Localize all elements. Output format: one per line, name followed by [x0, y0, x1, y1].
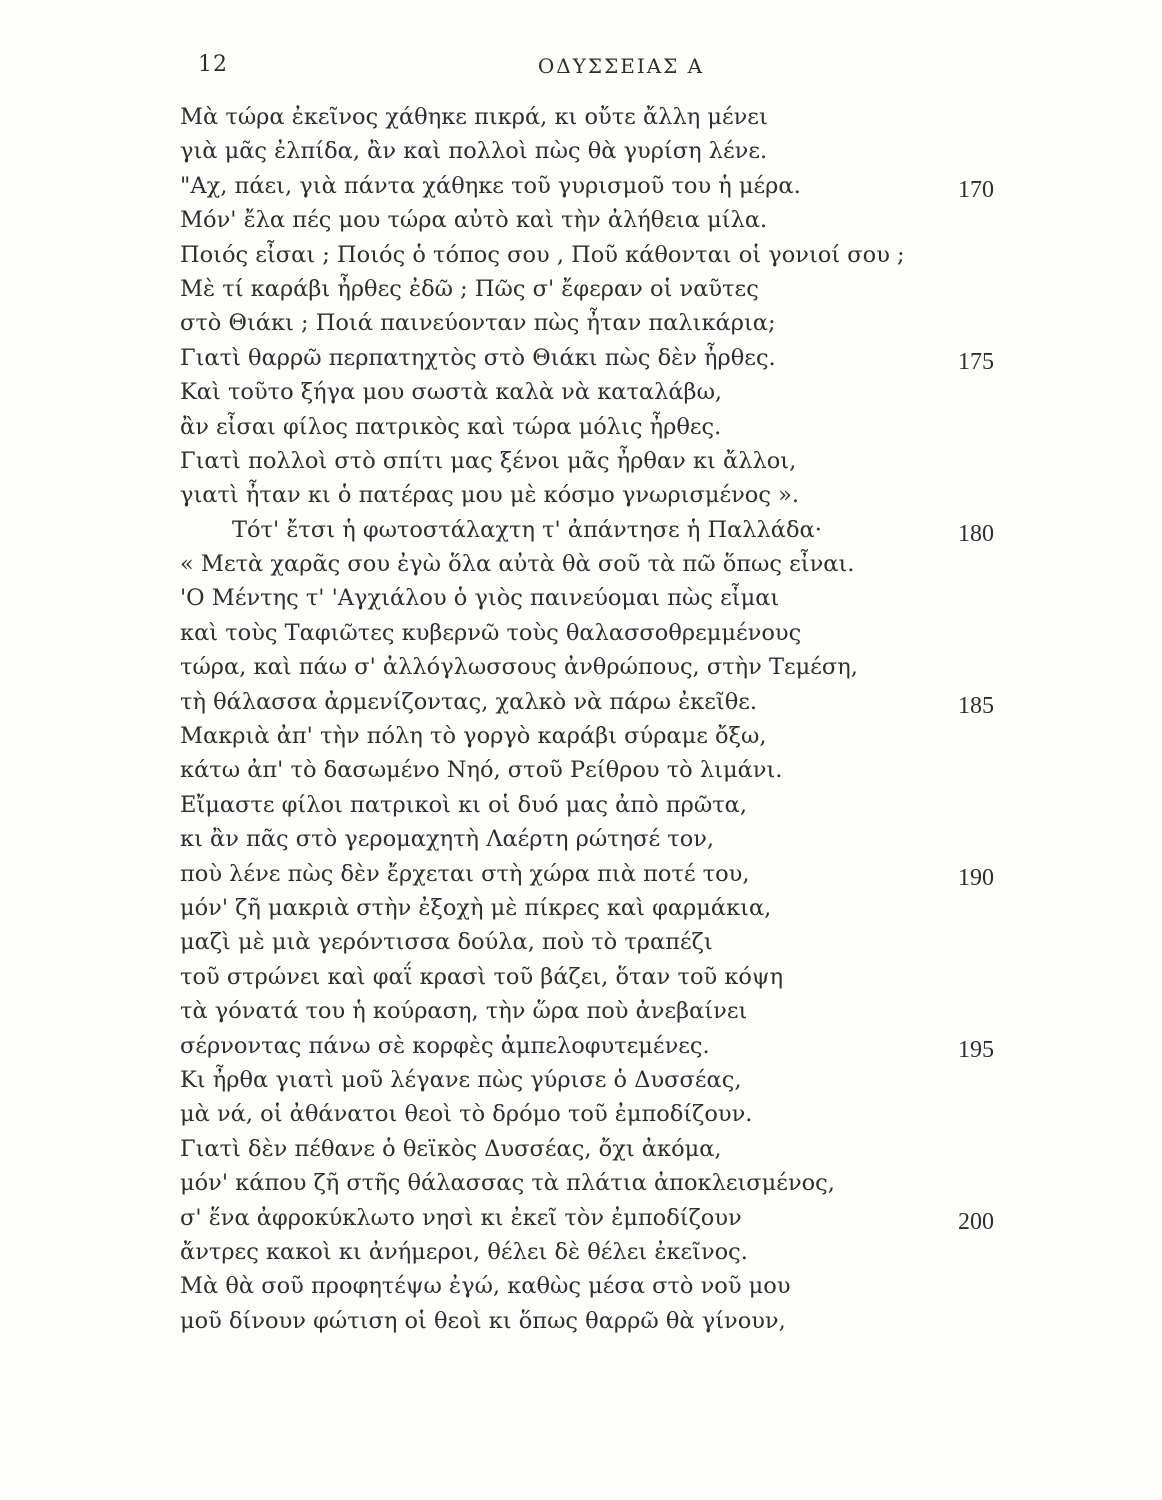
verse-line-text: Γιατὶ δὲν πέθανε ὁ θεϊκὸς Δυσσέας, ὄχι ἀκόμα, — [180, 1135, 722, 1162]
verse-line-text: « Μετὰ χαρᾶς σου ἐγὼ ὅλα αὐτὰ θὰ σοῦ τὰ πῶ ὅπως εἶναι. — [180, 551, 855, 578]
verse-line-text: τὴ θάλασσα ἀρμενίζοντας, χαλκὸ νὰ πάρω ἐκεῖθε. — [180, 688, 758, 715]
verse-line-text: καὶ τοὺς Ταφιῶτες κυβερνῶ τοὺς θαλασσοθρεμμένους — [180, 619, 802, 646]
verse-line — [180, 994, 1100, 1028]
verse-line-text: Ποιός εἶσαι ; Ποιός ὁ τόπος σου , Ποῦ κάθονται οἱ γονιοί σου ; — [180, 241, 905, 268]
verse-line — [180, 822, 1100, 856]
verse-line-text: τοῦ στρώνει καὶ φαΐ κρασὶ τοῦ βάζει, ὅταν τοῦ κόψη — [180, 963, 784, 990]
verse-line-text: μαζὶ μὲ μιὰ γερόντισσα δούλα, ποὺ τὸ τραπέζι — [180, 929, 713, 956]
verse-line-text: Κι ἦρθα γιατὶ μοῦ λέγανε πὼς γύρισε ὁ Δυσσέας, — [180, 1066, 742, 1093]
verse-line-text: κάτω ἀπ' τὸ δασωμένο Νηό, στοῦ Ρείθρου τὸ λιμάνι. — [180, 757, 783, 784]
line-number: 185 — [958, 692, 994, 719]
verse-line-text: τὰ γόνατά του ἡ κούραση, τὴν ὥρα ποὺ ἀνεβαίνει — [180, 998, 748, 1025]
verse-line-text: Γιατὶ θαρρῶ περπατηχτὸς στὸ Θιάκι πὼς δὲν ἦρθες. — [180, 344, 776, 371]
verse-line-text: "Αχ, πάει, γιὰ πάντα χάθηκε τοῦ γυρισμοῦ του ἡ μέρα. — [180, 172, 801, 199]
line-number: 170 — [958, 176, 994, 203]
verse-line — [180, 547, 1100, 581]
verse-line-text: σέρνοντας πάνω σὲ κορφὲς ἀμπελοφυτεμένες. — [180, 1032, 710, 1059]
verse-line-text: τώρα, καὶ πάω σ' ἀλλόγλωσσους ἀνθρώπους, στὴν Τεμέση, — [180, 654, 858, 681]
verse-line-text: μόν' ζῆ μακριὰ στὴν ἐξοχὴ μὲ πίκρες καὶ φαρμάκια, — [180, 894, 772, 921]
verse-line — [180, 1235, 1100, 1269]
verse-line — [180, 1097, 1100, 1131]
verse-line-text: Μὲ τί καράβι ἦρθες ἐδῶ ; Πῶς σ' ἔφεραν οἱ ναῦτες — [180, 275, 759, 302]
verse-line — [180, 513, 1100, 547]
verse-line-text: ποὺ λένε πὼς δὲν ἔρχεται στὴ χώρα πιὰ ποτέ του, — [180, 860, 750, 887]
verse-line — [180, 719, 1100, 753]
verse-line — [180, 375, 1100, 409]
verse-line — [180, 444, 1100, 478]
verse-line — [180, 753, 1100, 787]
verse-line-text: γιὰ μᾶς ἐλπίδα, ἂν καὶ πολλοὶ πὼς θὰ γυρίση λένε. — [180, 138, 768, 165]
verse-line — [180, 788, 1100, 822]
verse-line-text: μὰ νά, οἱ ἀθάνατοι θεοὶ τὸ δρόμο τοῦ ἐμποδίζουν. — [180, 1101, 753, 1128]
verse-line-text: Εἴμαστε φίλοι πατρικοὶ κι οἱ δυό μας ἀπὸ πρῶτα, — [180, 791, 747, 818]
verse-line-text: Μὰ θὰ σοῦ προφητέψω ἐγώ, καθὼς μέσα στὸ νοῦ μου — [180, 1273, 791, 1300]
verse-line — [180, 1269, 1100, 1303]
line-number: 175 — [958, 348, 994, 375]
verse-line-text: γιατὶ ἦταν κι ὁ πατέρας μου μὲ κόσμο γνωρισμένος ». — [180, 482, 800, 509]
verse-line — [180, 616, 1100, 650]
verse-line — [180, 960, 1100, 994]
verse-line — [180, 891, 1100, 925]
verse-line — [180, 1063, 1100, 1097]
line-number: 200 — [958, 1208, 994, 1235]
verse-line — [180, 272, 1100, 306]
verse-line — [180, 685, 1100, 719]
line-number: 190 — [958, 864, 994, 891]
verse-line — [180, 169, 1100, 203]
verse-line — [180, 203, 1100, 237]
verse-line-text: ἄντρες κακοὶ κι ἀνήμεροι, θέλει δὲ θέλει ἐκεῖνος. — [180, 1238, 748, 1265]
verse-line — [180, 238, 1100, 272]
verse-line — [180, 857, 1100, 891]
verse-line-text: κι ἂν πᾶς στὸ γερομαχητὴ Λαέρτη ρώτησέ τον, — [180, 826, 715, 853]
line-number: 195 — [958, 1036, 994, 1063]
verse-line — [180, 100, 1100, 134]
verse-line — [180, 1166, 1100, 1200]
verse-line — [180, 1304, 1100, 1338]
verse-line — [180, 341, 1100, 375]
verse-text — [180, 100, 1100, 1338]
verse-line — [180, 134, 1100, 168]
verse-line-text: σ' ἕνα ἀφροκύκλωτο νησὶ κι ἐκεῖ τὸν ἐμποδίζουν — [180, 1204, 742, 1231]
verse-line-text: Μὰ τώρα ἐκεῖνος χάθηκε πικρά, κι οὔτε ἄλλη μένει — [180, 104, 768, 130]
verse-line-text: Τότ' ἔτσι ἡ φωτοστάλαχτη τ' ἀπάντησε ἡ Παλλάδα· — [232, 516, 822, 543]
verse-line — [180, 1201, 1100, 1235]
verse-line — [180, 581, 1100, 615]
verse-line-text: Καὶ τοῦτο ξήγα μου σωστὰ καλὰ νὰ καταλάβω, — [180, 379, 723, 406]
verse-line-text: 'Ο Μέντης τ' 'Αγχιάλου ὁ γιὸς παινεύομαι πὼς εἶμαι — [180, 585, 780, 612]
verse-line-text: ἂν εἶσαι φίλος πατρικὸς καὶ τώρα μόλις ἦρθες. — [180, 413, 722, 440]
verse-line — [180, 410, 1100, 444]
verse-line-text: Μόν' ἔλα πές μου τώρα αὐτὸ καὶ τὴν ἀλήθεια μίλα. — [180, 207, 768, 234]
verse-line — [180, 478, 1100, 512]
verse-line-text: στὸ Θιάκι ; Ποιά παινεύονταν πὼς ἦταν παλικάρια; — [180, 310, 776, 337]
verse-line — [180, 650, 1100, 684]
verse-line — [180, 925, 1100, 959]
verse-line-text: μόν' κάπου ζῆ στῆς θάλασσας τὰ πλάτια ἀποκλεισμένος, — [180, 1170, 835, 1197]
verse-line — [180, 306, 1100, 340]
verse-line-text: Γιατὶ πολλοὶ στὸ σπίτι μας ξένοι μᾶς ἦρθαν κι ἄλλοι, — [180, 447, 797, 474]
verse-line — [180, 1029, 1100, 1063]
verse-line — [180, 1132, 1100, 1166]
running-title: ΟΔΥΣΣΕΙΑΣ Α — [537, 54, 705, 78]
verse-line-text: μοῦ δίνουν φώτιση οἱ θεοὶ κι ὅπως θαρρῶ θὰ γίνουν, — [180, 1307, 786, 1334]
page-number: 12 — [198, 52, 228, 77]
verse-line-text: Μακριὰ ἀπ' τὴν πόλη τὸ γοργὸ καράβι σύραμε ὄξω, — [180, 723, 767, 750]
line-number: 180 — [958, 520, 994, 547]
